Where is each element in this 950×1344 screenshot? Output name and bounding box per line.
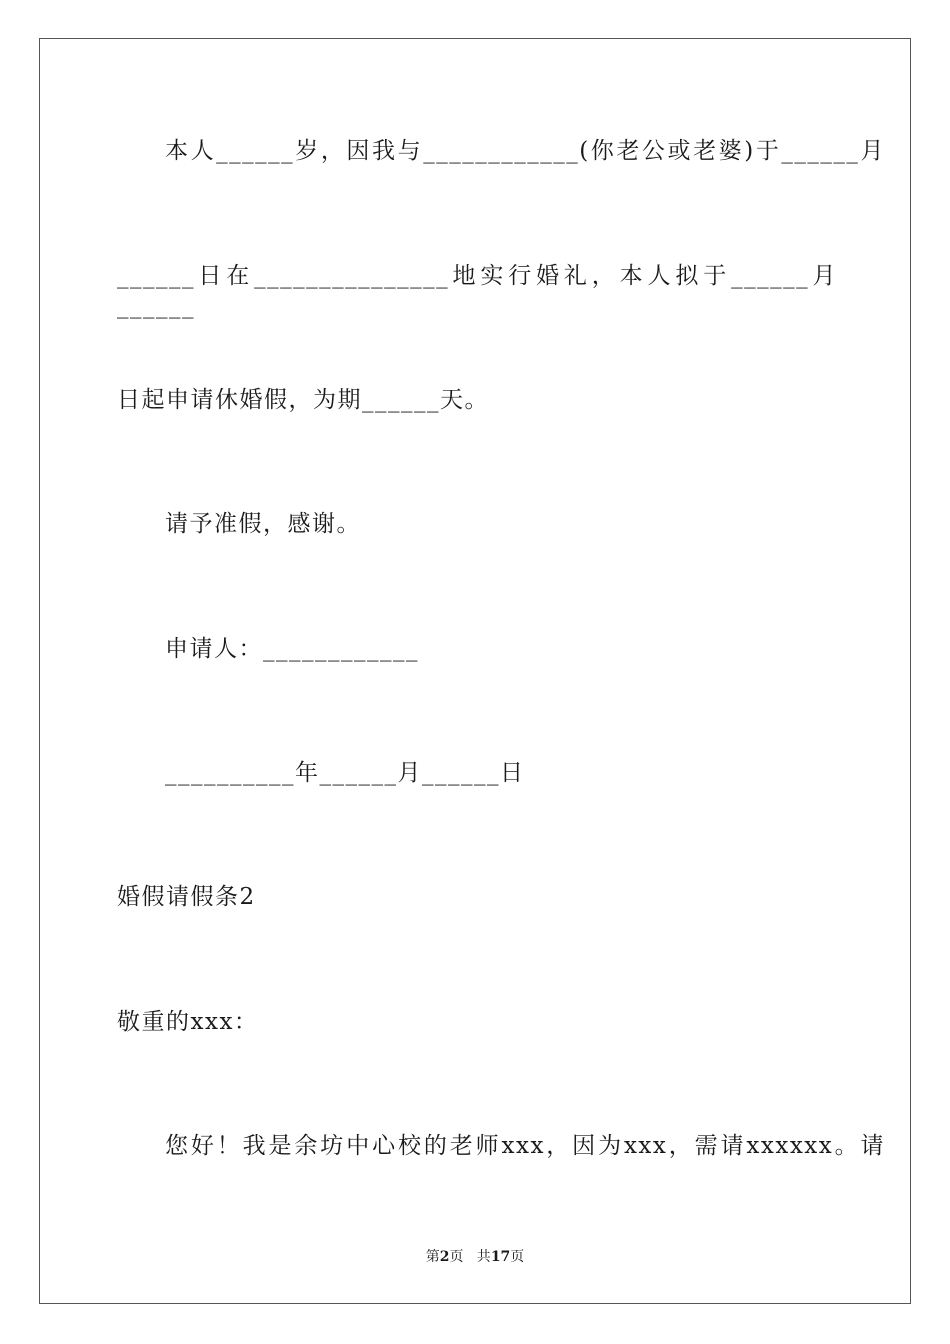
footer-total-pages: 17	[490, 1249, 511, 1265]
footer-page-mid: 页 共	[449, 1249, 491, 1265]
paragraph-line-1: 本人______岁，因我与____________(你老公或老婆)于______月	[165, 138, 885, 164]
salutation-line: 敬重的xxx：	[117, 1009, 259, 1035]
page-border	[39, 38, 911, 1304]
paragraph-line-2: ______日在_______________地实行婚礼，本人拟于______月______	[117, 263, 837, 319]
footer-current-page: 2	[439, 1249, 450, 1265]
date-line: __________年______月______日	[165, 760, 525, 786]
body-paragraph-line: 您好！我是余坊中心校的老师xxx，因为xxx，需请xxxxxx。请	[165, 1133, 885, 1159]
page-footer	[0, 1248, 950, 1266]
footer-page-suffix: 页	[510, 1249, 525, 1265]
applicant-signature-line: 申请人：____________	[165, 636, 419, 662]
section-heading: 婚假请假条2	[117, 884, 256, 910]
paragraph-line-3: 日起申请休婚假，为期______天。	[117, 387, 489, 413]
footer-page-prefix: 第	[425, 1249, 440, 1265]
approval-request-line: 请予准假，感谢。	[165, 511, 361, 537]
